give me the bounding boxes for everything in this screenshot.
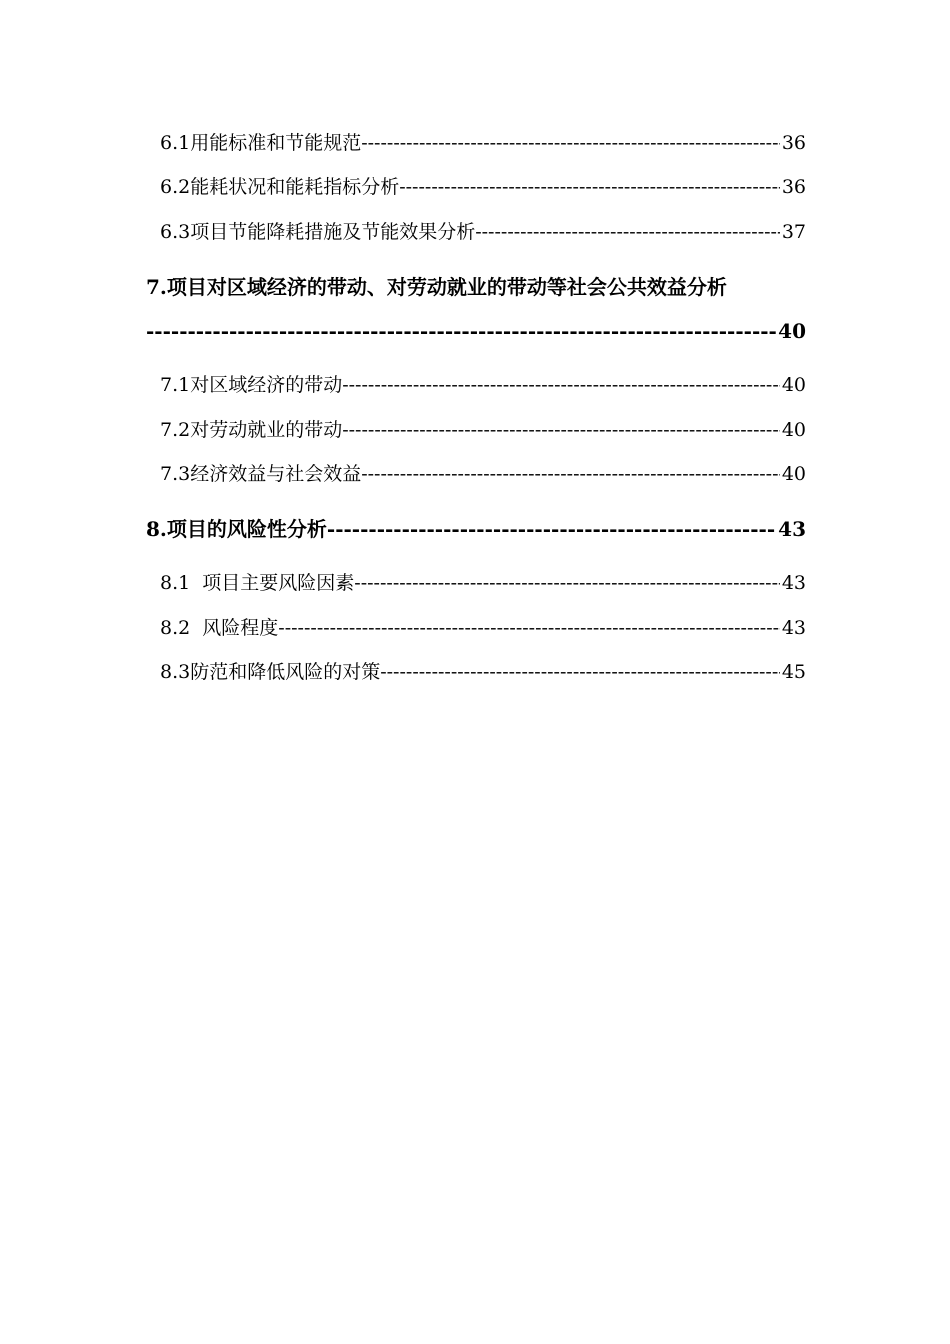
toc-entry-6-2[interactable]	[160, 173, 806, 201]
toc-leader	[380, 658, 780, 686]
toc-chapter-7-title[interactable]	[146, 272, 806, 302]
toc-entry-label: 8.项目的风险性分析	[146, 517, 327, 541]
toc-page-number: 40	[778, 319, 806, 343]
toc-entry-label: 7.3经济效益与社会效益	[160, 463, 362, 485]
toc-page-number: 43	[781, 572, 806, 594]
toc-chapter-7-leader-line[interactable]	[146, 316, 806, 346]
toc-entry-label: 6.1用能标准和节能规范	[160, 132, 362, 154]
toc-entry-6-1[interactable]	[160, 129, 806, 157]
toc-entry-7-2[interactable]	[160, 416, 806, 444]
toc-page-number: 36	[781, 176, 806, 198]
toc-entry-7-3[interactable]	[160, 460, 806, 488]
toc-entry-label: 8.1 项目主要风险因素	[160, 572, 355, 594]
toc-page-number: 37	[781, 221, 806, 243]
toc-entry-label: 7.1对区域经济的带动	[160, 374, 343, 396]
toc-leader	[146, 316, 776, 346]
toc-entry-7-1[interactable]	[160, 371, 806, 399]
toc-page-number: 40	[781, 463, 806, 485]
toc-page-number: 43	[781, 617, 806, 639]
toc-leader	[342, 416, 780, 444]
toc-leader	[342, 371, 780, 399]
toc-leader	[354, 569, 780, 597]
toc-page-number: 40	[781, 419, 806, 441]
toc-page-number: 45	[781, 661, 806, 683]
toc-leader	[278, 614, 780, 642]
toc-entry-8-1[interactable]	[160, 569, 806, 597]
toc-entry-label: 8.2 风险程度	[160, 617, 279, 639]
toc-page-number: 40	[781, 374, 806, 396]
toc-entry-6-3[interactable]	[160, 218, 806, 246]
toc-leader	[327, 514, 776, 544]
toc-entry-label: 7.项目对区域经济的带动、对劳动就业的带动等社会公共效益分析	[146, 275, 727, 299]
toc-entry-8-3[interactable]	[160, 658, 806, 686]
toc-leader	[361, 460, 780, 488]
toc-entry-label: 6.3项目节能降耗措施及节能效果分析	[160, 221, 476, 243]
toc-page-number: 43	[778, 517, 806, 541]
toc-leader	[361, 129, 780, 157]
toc-entry-8-2[interactable]	[160, 614, 806, 642]
toc-leader	[475, 218, 780, 246]
toc-entry-label: 8.3防范和降低风险的对策	[160, 661, 381, 683]
toc-page-number: 36	[781, 132, 806, 154]
toc-entry-label: 6.2能耗状况和能耗指标分析	[160, 176, 400, 198]
toc-leader	[399, 173, 780, 201]
toc-entry-label: 7.2对劳动就业的带动	[160, 419, 343, 441]
toc-chapter-8[interactable]	[146, 514, 806, 544]
